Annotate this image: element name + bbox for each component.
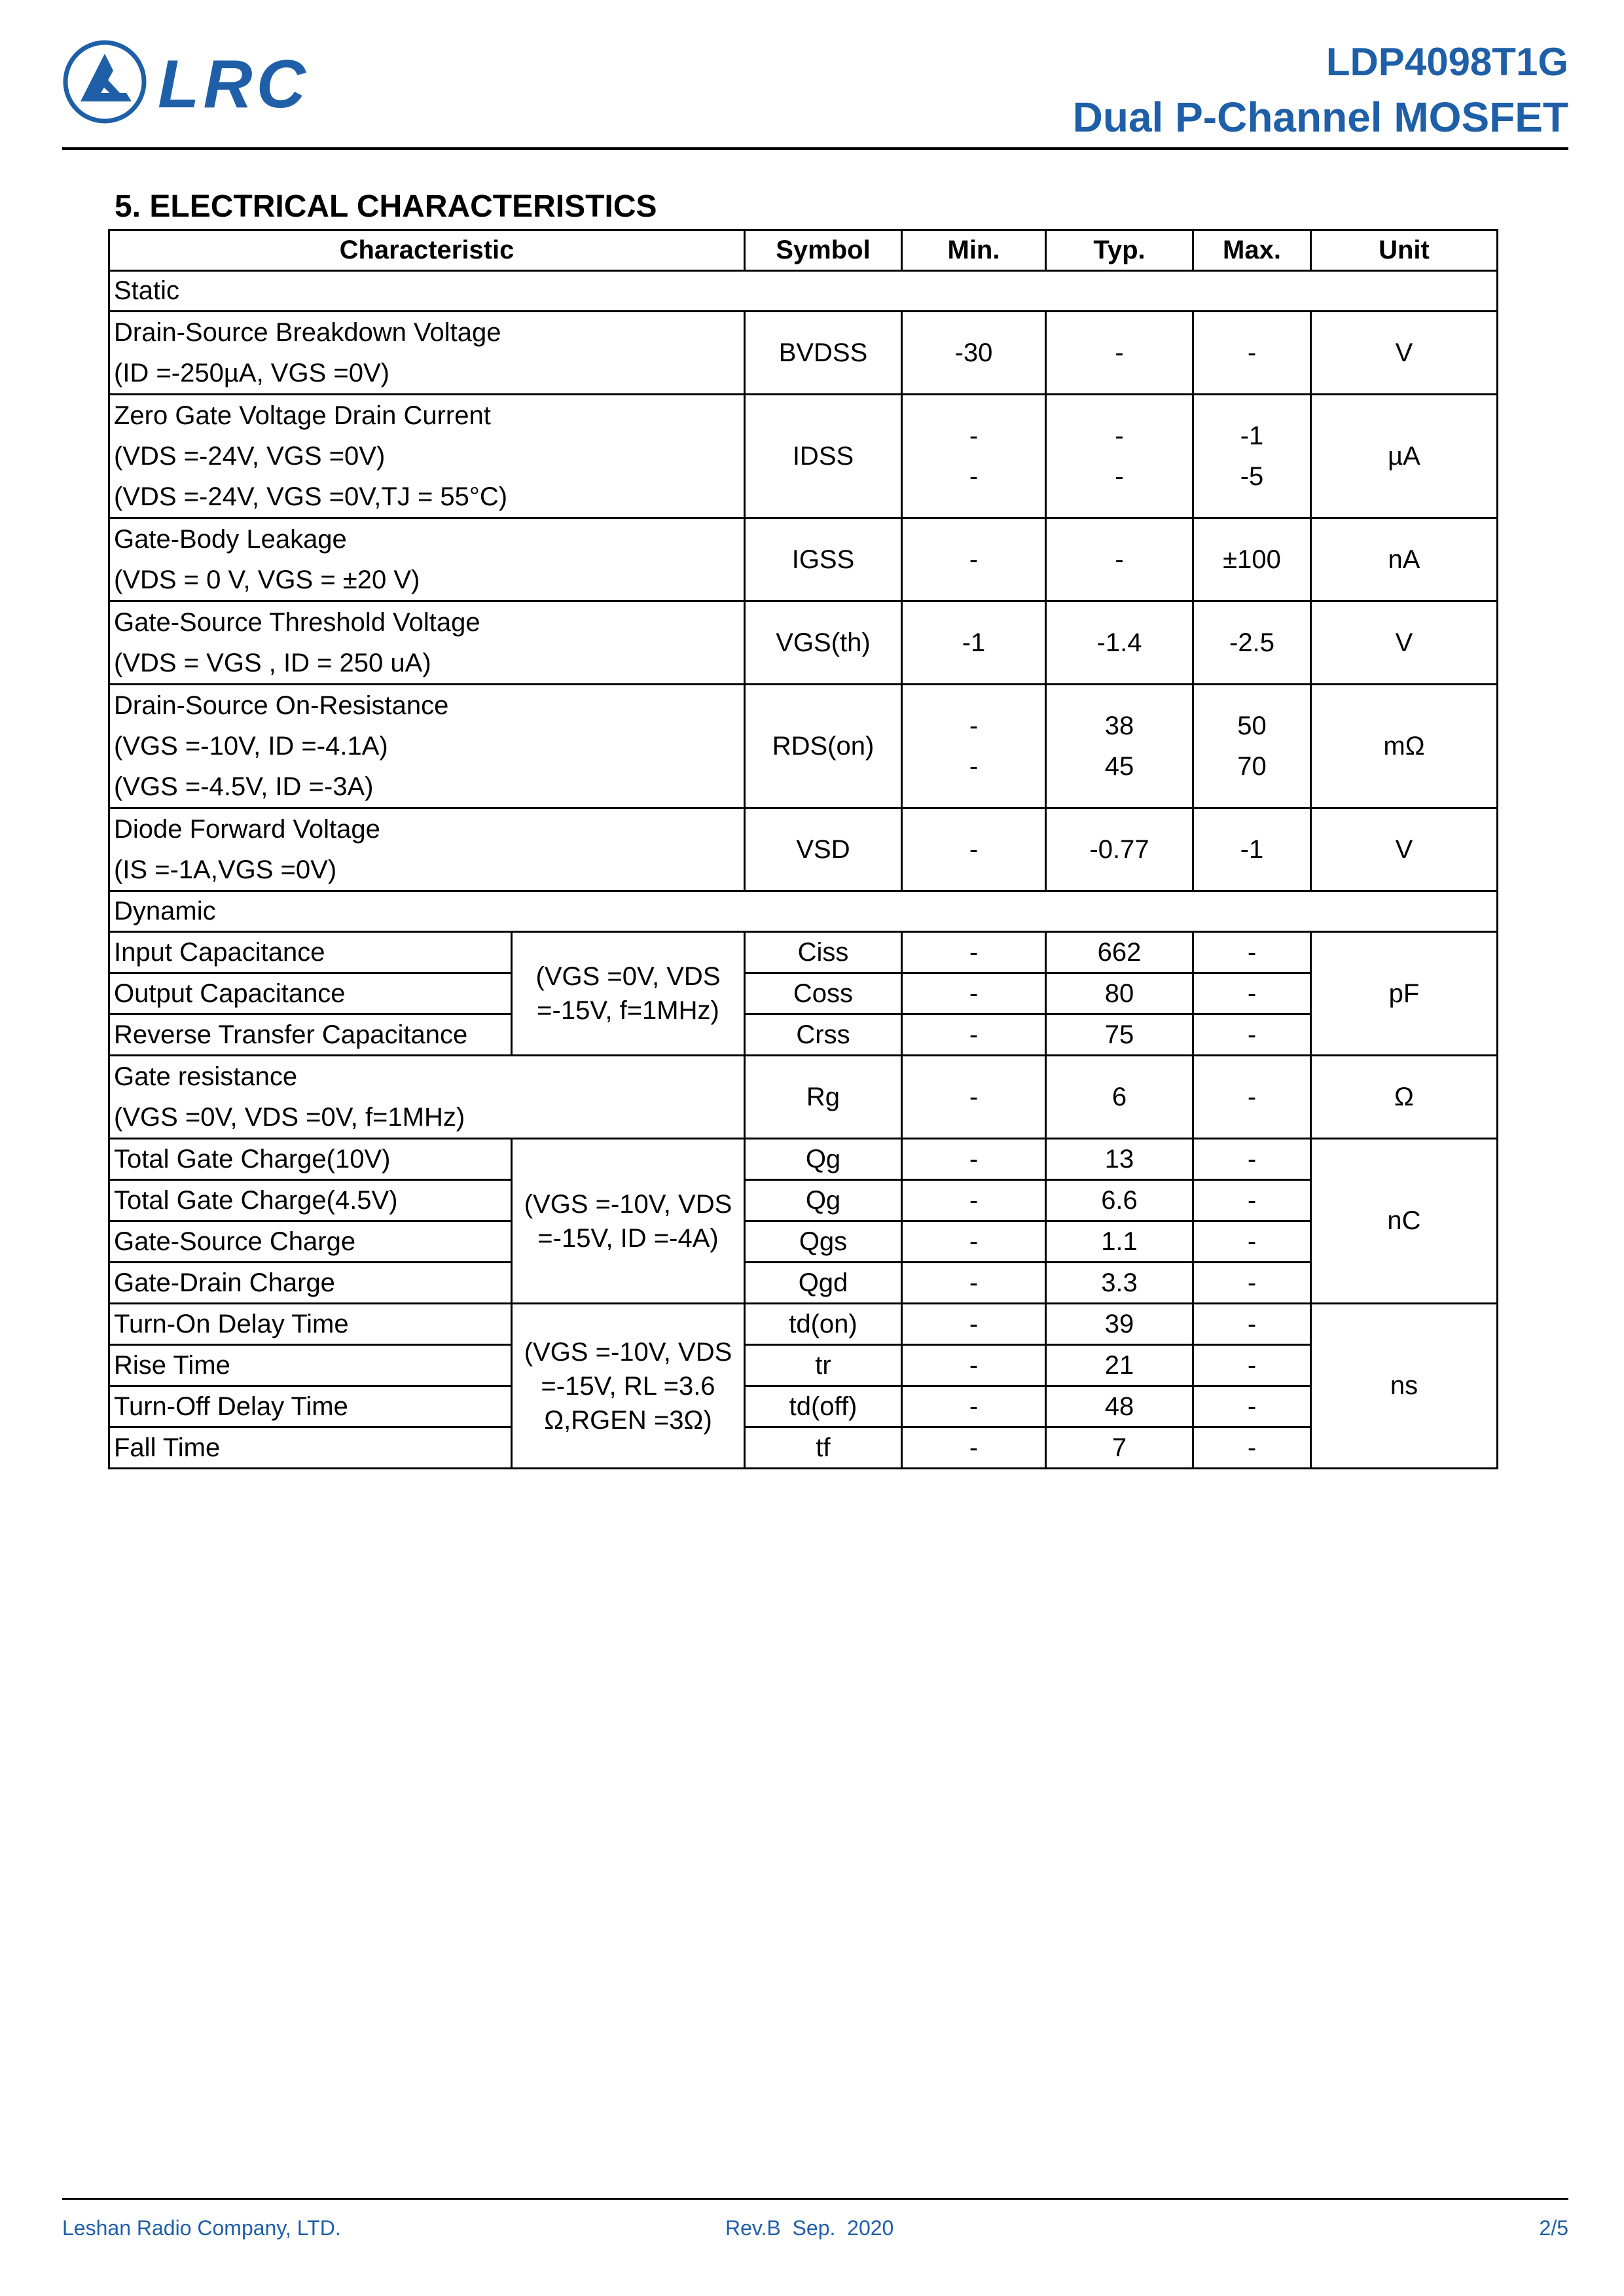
max-cell: - [1193, 1221, 1311, 1263]
characteristic-name: Gate-Drain Charge [109, 1263, 512, 1304]
max-cell: - [1193, 1056, 1311, 1139]
symbol-cell: tr [745, 1345, 902, 1386]
condition-line: =-15V, RL =3.6 [541, 1371, 715, 1401]
characteristic-name: Input Capacitance [109, 932, 512, 973]
characteristic-name: Drain-Source Breakdown Voltage [114, 318, 501, 347]
max-cell: - [1193, 1180, 1311, 1221]
typ-cell: 1.1 [1046, 1221, 1193, 1263]
characteristic-condition: (VDS = 0 V, VGS = ±20 V) [114, 565, 420, 594]
footer-company: Leshan Radio Company, LTD. [62, 2216, 341, 2240]
table-row [109, 312, 1498, 395]
typ-cell: 3.3 [1046, 1263, 1193, 1304]
max-cell: - [1193, 1345, 1311, 1386]
max-cell: - [1193, 1427, 1311, 1469]
table-row [109, 601, 1498, 685]
min-cell [902, 395, 1046, 518]
condition-line: (VGS =-10V, VDS [524, 1189, 732, 1219]
characteristic-cell [109, 312, 745, 395]
condition-line: Ω,RGEN =3Ω) [544, 1405, 712, 1435]
characteristic-condition: (VGS =0V, VDS =0V, f=1MHz) [114, 1103, 465, 1132]
typ-cell: 662 [1046, 932, 1193, 973]
symbol-cell: VSD [745, 808, 902, 891]
header-rule [62, 147, 1568, 150]
footer-rule [62, 2198, 1568, 2200]
typ-cell: 75 [1046, 1014, 1193, 1056]
characteristic-name: Gate-Source Threshold Voltage [114, 608, 480, 637]
symbol-cell: Crss [745, 1014, 902, 1056]
characteristic-name: Drain-Source On-Resistance [114, 691, 449, 720]
typ-cell: 80 [1046, 973, 1193, 1014]
max-cell: - [1193, 1139, 1311, 1180]
lrc-logo [62, 39, 324, 124]
unit-cell: nC [1311, 1139, 1498, 1304]
characteristic-cell [109, 601, 745, 685]
device-description: Dual P-Channel MOSFET [1072, 94, 1568, 141]
condition-line: =-15V, ID =-4A) [537, 1223, 719, 1253]
symbol-cell: Qg [745, 1180, 902, 1221]
max-value: 50 [1237, 711, 1267, 740]
characteristic-condition: (VDS = VGS , ID = 250 uA) [114, 649, 431, 677]
min-value: - [969, 711, 979, 740]
table-row [109, 518, 1498, 601]
max-cell: - [1193, 932, 1311, 973]
col-unit: Unit [1311, 230, 1498, 271]
footer-revision: Rev.B Sep. 2020 [725, 2216, 894, 2240]
max-cell [1193, 395, 1311, 518]
symbol-cell: Ciss [745, 932, 902, 973]
unit-cell: mΩ [1311, 685, 1498, 808]
characteristic-name: Rise Time [109, 1345, 512, 1386]
max-cell: - [1193, 312, 1311, 395]
condition-line: =-15V, f=1MHz) [537, 996, 719, 1025]
max-cell: - [1193, 1386, 1311, 1427]
table-row [109, 1345, 1498, 1386]
symbol-cell: RDS(on) [745, 685, 902, 808]
charge-condition-cell [512, 1139, 745, 1304]
min-value: - [969, 422, 979, 450]
col-typ: Typ. [1046, 230, 1193, 271]
typ-value: - [1115, 422, 1124, 450]
unit-cell: ns [1311, 1304, 1498, 1469]
min-cell: - [902, 1056, 1046, 1139]
group-row-dynamic [109, 891, 1498, 932]
characteristic-name: Fall Time [109, 1427, 512, 1469]
unit-cell: Ω [1311, 1056, 1498, 1139]
capacitance-condition-cell [512, 932, 745, 1056]
group-row-static [109, 271, 1498, 312]
typ-cell: -1.4 [1046, 601, 1193, 685]
logo-text: LRC [158, 46, 310, 122]
electrical-characteristics-table [108, 229, 1498, 1469]
characteristic-name: Gate-Source Charge [109, 1221, 512, 1263]
characteristic-condition: (VDS =-24V, VGS =0V) [114, 442, 386, 471]
typ-cell: 7 [1046, 1427, 1193, 1469]
typ-cell: 6 [1046, 1056, 1193, 1139]
symbol-cell: IDSS [745, 395, 902, 518]
min-cell: - [902, 808, 1046, 891]
max-cell: - [1193, 1304, 1311, 1345]
part-number: LDP4098T1G [1326, 40, 1568, 84]
max-value: -5 [1240, 462, 1264, 491]
characteristic-name: Turn-On Delay Time [109, 1304, 512, 1345]
typ-cell [1046, 685, 1193, 808]
max-cell: -2.5 [1193, 601, 1311, 685]
min-cell: -30 [902, 312, 1046, 395]
symbol-cell: Qg [745, 1139, 902, 1180]
unit-cell: V [1311, 601, 1498, 685]
table-row [109, 1427, 1498, 1469]
characteristic-condition: (VDS =-24V, VGS =0V,TJ = 55°C) [114, 482, 508, 511]
min-cell: - [902, 1139, 1046, 1180]
table-row [109, 973, 1498, 1014]
min-cell: - [902, 973, 1046, 1014]
unit-cell: V [1311, 808, 1498, 891]
min-cell: - [902, 932, 1046, 973]
condition-line: (VGS =-10V, VDS [524, 1337, 732, 1367]
unit-cell: nA [1311, 518, 1498, 601]
characteristic-name: Reverse Transfer Capacitance [109, 1014, 512, 1056]
typ-cell: 21 [1046, 1345, 1193, 1386]
col-max: Max. [1193, 230, 1311, 271]
characteristic-name: Diode Forward Voltage [114, 815, 380, 844]
group-label-static: Static [109, 271, 1498, 312]
typ-value: 45 [1104, 752, 1134, 781]
min-cell: - [902, 1386, 1046, 1427]
min-cell: - [902, 1221, 1046, 1263]
table-row [109, 1139, 1498, 1180]
characteristic-condition: (ID =-250µA, VGS =0V) [114, 359, 389, 387]
symbol-cell: BVDSS [745, 312, 902, 395]
symbol-cell: tf [745, 1427, 902, 1469]
characteristic-name: Output Capacitance [109, 973, 512, 1014]
characteristic-cell [109, 685, 745, 808]
col-characteristic: Characteristic [109, 230, 745, 271]
table-header-row [109, 230, 1498, 271]
table-row [109, 685, 1498, 808]
table-row [109, 1180, 1498, 1221]
min-cell: - [902, 1304, 1046, 1345]
typ-cell: 48 [1046, 1386, 1193, 1427]
max-cell: -1 [1193, 808, 1311, 891]
table-row [109, 1386, 1498, 1427]
min-value: - [969, 462, 979, 491]
symbol-cell: td(on) [745, 1304, 902, 1345]
max-cell: - [1193, 1263, 1311, 1304]
typ-cell [1046, 395, 1193, 518]
typ-cell: - [1046, 518, 1193, 601]
symbol-cell: IGSS [745, 518, 902, 601]
min-cell: - [902, 1427, 1046, 1469]
min-cell: - [902, 1263, 1046, 1304]
characteristic-name: Total Gate Charge(4.5V) [109, 1180, 512, 1221]
typ-value: - [1115, 462, 1124, 491]
min-cell: - [902, 518, 1046, 601]
footer-page-number: 2/5 [1539, 2216, 1568, 2240]
col-symbol: Symbol [745, 230, 902, 271]
characteristic-name: Turn-Off Delay Time [109, 1386, 512, 1427]
max-cell: - [1193, 973, 1311, 1014]
symbol-cell: Rg [745, 1056, 902, 1139]
max-cell: ±100 [1193, 518, 1311, 601]
min-value: - [969, 752, 979, 781]
min-cell [902, 685, 1046, 808]
characteristic-name: Gate resistance [114, 1062, 298, 1091]
symbol-cell: Qgs [745, 1221, 902, 1263]
max-cell: - [1193, 1014, 1311, 1056]
typ-cell: - [1046, 312, 1193, 395]
switching-condition-cell [512, 1304, 745, 1469]
col-min: Min. [902, 230, 1046, 271]
table-row [109, 932, 1498, 973]
max-cell [1193, 685, 1311, 808]
max-value: 70 [1237, 752, 1267, 781]
section-title: 5. ELECTRICAL CHARACTERISTICS [115, 189, 657, 224]
symbol-cell: Coss [745, 973, 902, 1014]
max-value: -1 [1240, 422, 1264, 450]
table-row [109, 808, 1498, 891]
characteristic-cell [109, 808, 745, 891]
characteristic-cell [109, 518, 745, 601]
table-row [109, 1014, 1498, 1056]
unit-cell: µA [1311, 395, 1498, 518]
characteristic-condition: (IS =-1A,VGS =0V) [114, 855, 337, 884]
table-row [109, 1263, 1498, 1304]
characteristic-name: Zero Gate Voltage Drain Current [114, 401, 491, 430]
min-cell: - [902, 1014, 1046, 1056]
symbol-cell: Qgd [745, 1263, 902, 1304]
characteristic-name: Gate-Body Leakage [114, 525, 347, 554]
unit-cell: pF [1311, 932, 1498, 1056]
symbol-cell: td(off) [745, 1386, 902, 1427]
group-label-dynamic: Dynamic [109, 891, 1498, 932]
table-row [109, 395, 1498, 518]
typ-cell: 6.6 [1046, 1180, 1193, 1221]
unit-cell: V [1311, 312, 1498, 395]
min-cell: - [902, 1345, 1046, 1386]
characteristic-cell [109, 395, 745, 518]
min-cell: - [902, 1180, 1046, 1221]
typ-cell: -0.77 [1046, 808, 1193, 891]
typ-value: 38 [1104, 711, 1134, 740]
table-row [109, 1056, 1498, 1139]
typ-cell: 39 [1046, 1304, 1193, 1345]
table-row [109, 1304, 1498, 1345]
typ-cell: 13 [1046, 1139, 1193, 1180]
characteristic-condition: (VGS =-10V, ID =-4.1A) [114, 732, 388, 761]
min-cell: -1 [902, 601, 1046, 685]
symbol-cell: VGS(th) [745, 601, 902, 685]
table-row [109, 1221, 1498, 1263]
characteristic-name: Total Gate Charge(10V) [109, 1139, 512, 1180]
characteristic-cell [109, 1056, 745, 1139]
characteristic-condition: (VGS =-4.5V, ID =-3A) [114, 772, 374, 801]
condition-line: (VGS =0V, VDS [535, 962, 721, 991]
